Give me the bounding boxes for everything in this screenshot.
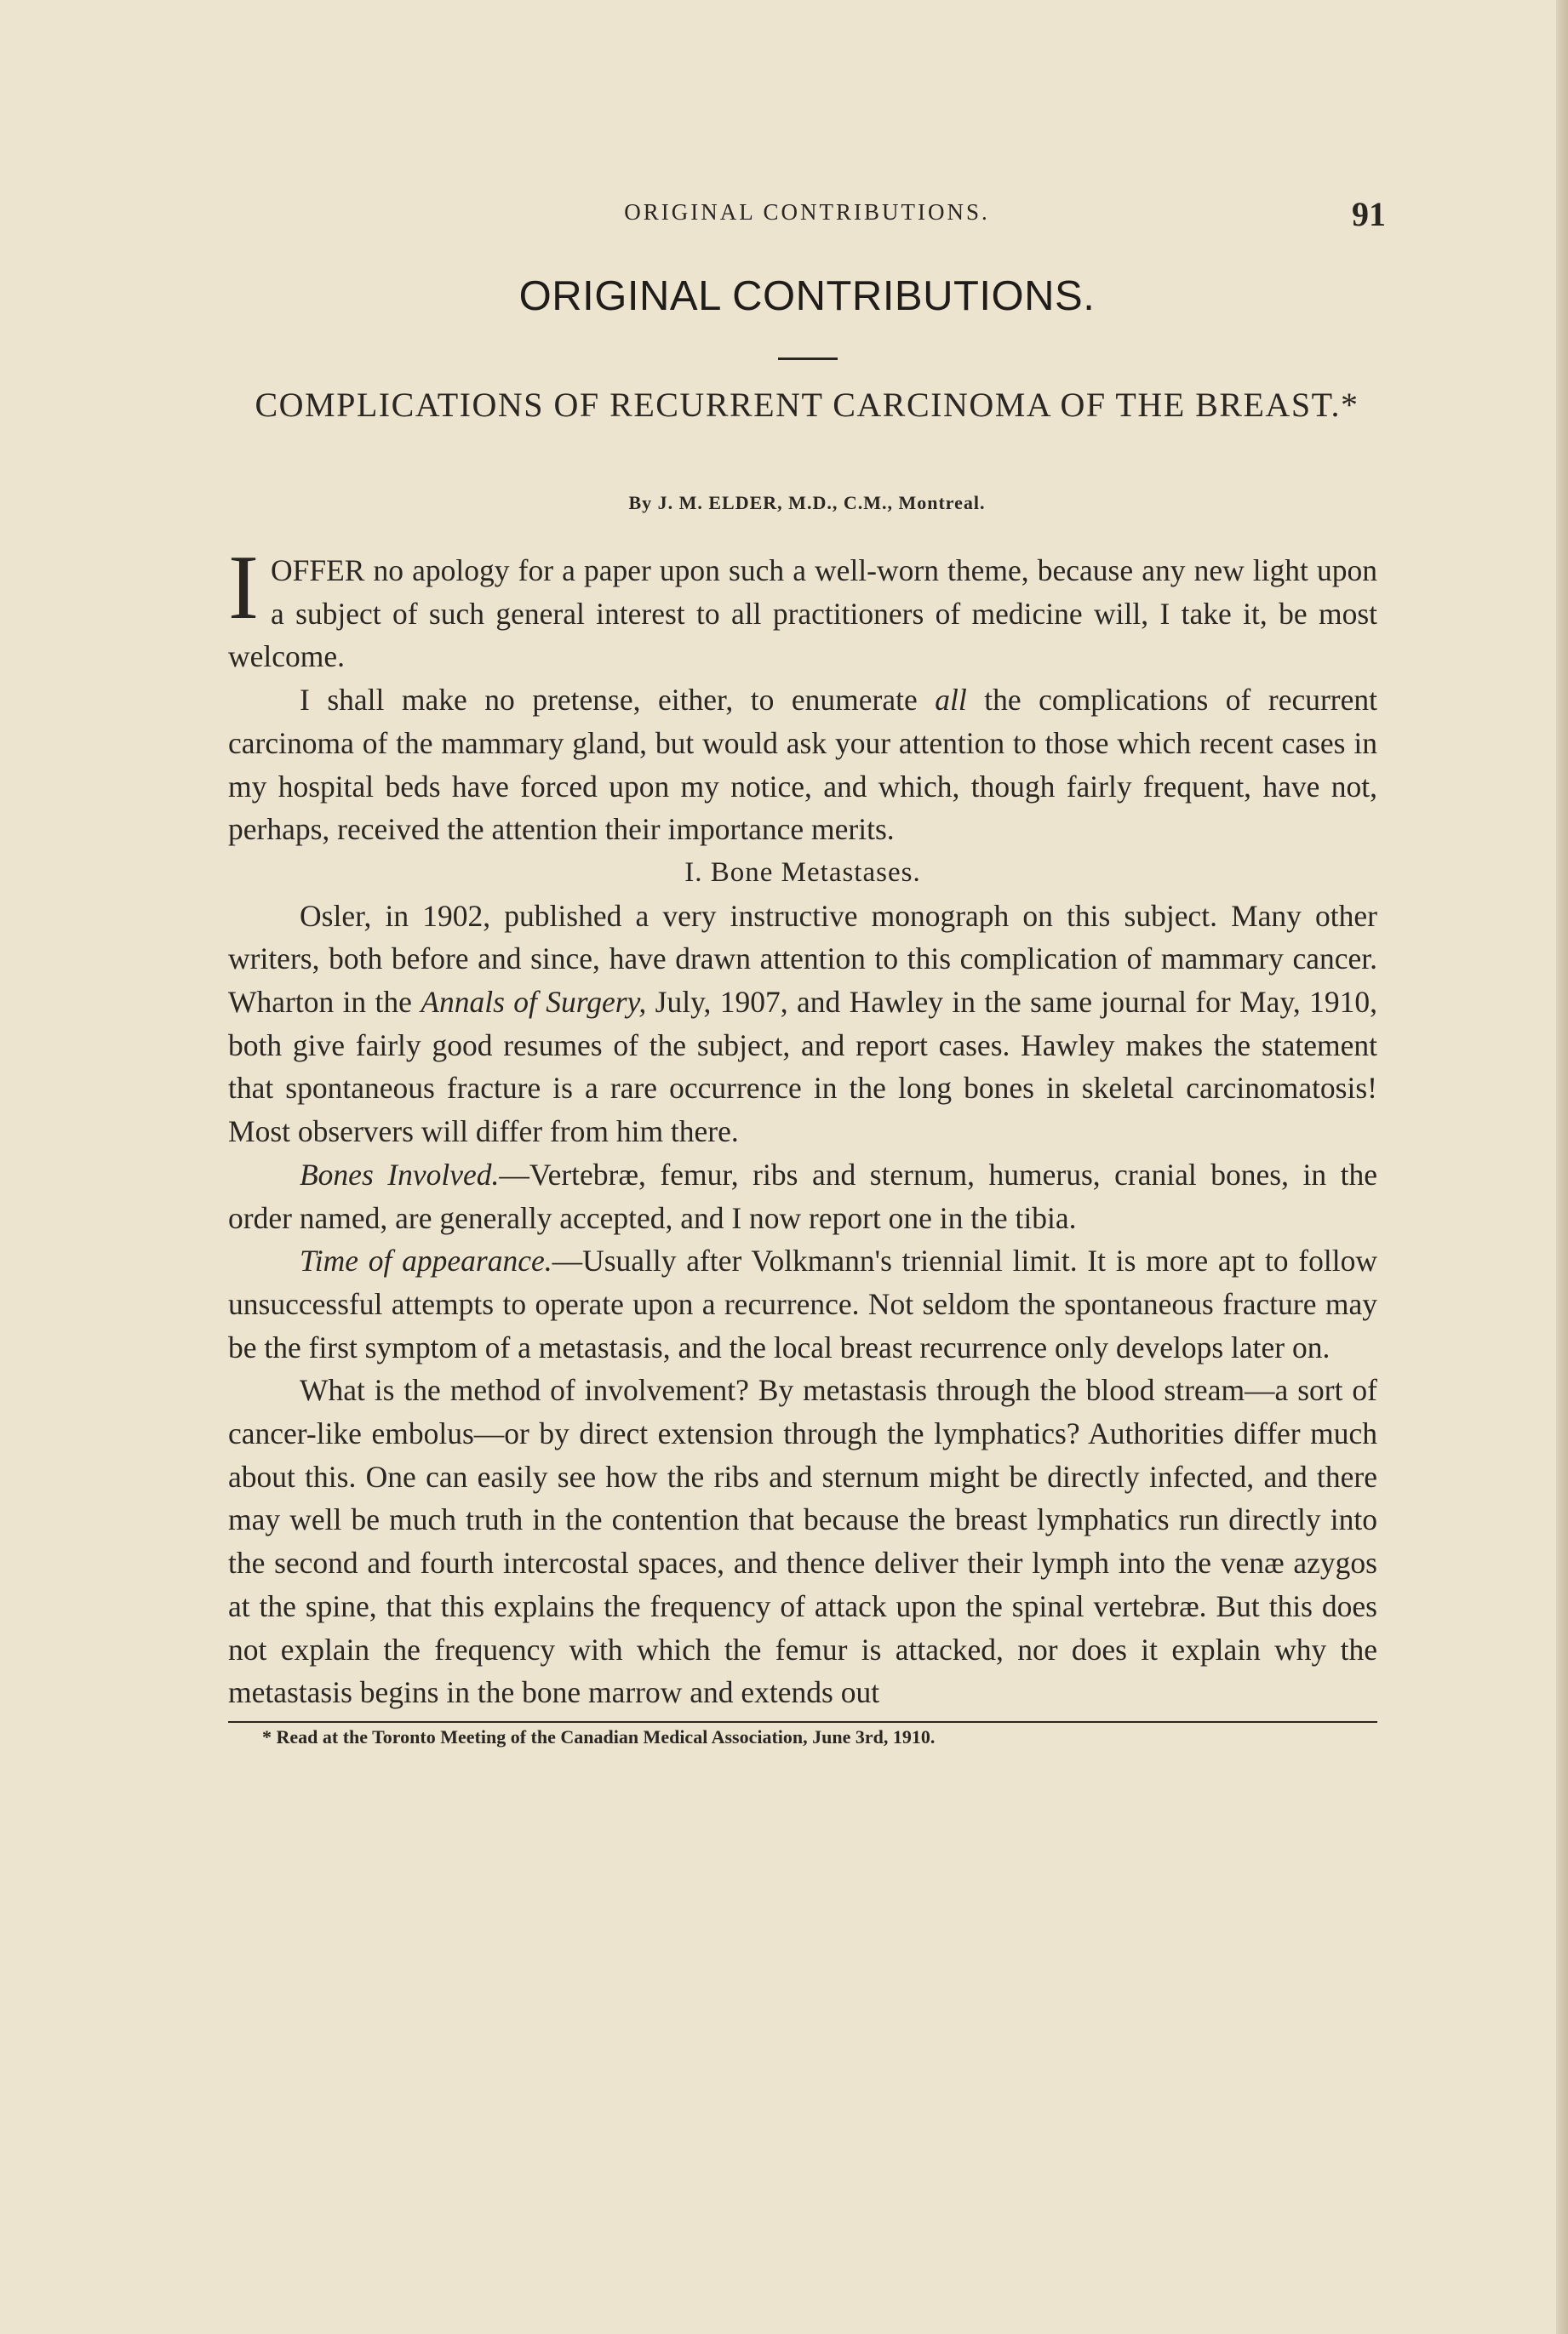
title-rule <box>778 358 838 360</box>
paragraph-3 <box>228 895 1377 1153</box>
running-head-title: ORIGINAL CONTRIBUTIONS. <box>624 199 990 225</box>
running-head <box>228 194 1386 237</box>
paragraph-5 <box>228 1239 1377 1369</box>
paragraph-4-emphasis: Bones Involved. <box>300 1157 500 1192</box>
paragraph-5-text: —Usually after Volkmann's triennial limit. It is more apt to follow unsuccessful attempts to operate upon a recurrence. Not seldom the spontaneous fracture may be the first symptom of a metastasis, and the local breast recurrence only develops later on. <box>228 1244 1377 1364</box>
paragraph-2 <box>228 678 1377 851</box>
paragraph-4-text: —Vertebræ, femur, ribs and sternum, humerus, cranial bones, in the order named, are generally accepted, and I now report one in the tibia. <box>228 1157 1377 1235</box>
paragraph-3-text-b: July, 1907, and Hawley in the same journal for May, 1910, both give fairly good resumes of the subject, and report cases. Hawley makes the statement that spontaneous fracture is a rare occurrence in the long bones in skeletal carcinomatosis! Most observers will differ from him there. <box>228 985 1378 1149</box>
drop-cap: I <box>228 537 259 638</box>
page-edge <box>1556 0 1568 2334</box>
subhead-bone-metastases: I. Bone Metastases. <box>684 856 921 888</box>
footnote: * Read at the Toronto Meeting of the Canadian Medical Association, June 3rd, 1910. <box>262 1725 936 1748</box>
article-title: COMPLICATIONS OF RECURRENT CARCINOMA OF THE BREAST.* <box>255 386 1359 424</box>
paragraph-1-text: OFFER no apology for a paper upon such a well-worn theme, because any new light upon a subject of such general interest to all practitioners of medicine will, I take it, be most welcome. <box>228 553 1377 674</box>
paragraph-4 <box>228 1153 1377 1239</box>
paragraph-3-text-a: Osler, in 1902, published a very instructive monograph on this subject. Many other writers, both before and since, have drawn attention to this complication of mammary cancer. Wharton in the <box>228 898 1377 1020</box>
paragraph-3-emphasis: Annals of Surgery, <box>421 985 647 1020</box>
paragraph-5-emphasis: Time of appearance. <box>300 1244 552 1279</box>
paragraph-2-emphasis: all <box>935 683 967 718</box>
paragraph-1 <box>228 537 1377 678</box>
paragraph-6 <box>228 1369 1377 1714</box>
article-body <box>228 537 1378 1752</box>
byline: By J. M. ELDER, M.D., C.M., Montreal. <box>628 492 986 513</box>
paragraph-2-text-b: the complications of recurrent carcinoma of the mammary gland, but would ask your attention to those which recent cases in my hospital beds have forced upon my notice, and which, though fairly frequent, have not, perhaps, received the attention their importance merits. <box>228 683 1377 847</box>
paragraph-2-text-a: I shall make no pretense, either, to enumerate <box>300 683 936 718</box>
paragraph-6-text: What is the method of involvement? By metastasis through the blood stream—a sort of cancer-like embolus—or by direct extension through the lymphatics? Authorities differ much about this. One can easily see how the ribs and sternum might be directly infected, and there may well be much truth in the contention that because the breast lymphatics run directly into the second and fourth intercostal spaces, and thence deliver their lymph into the venæ azygos at the spine, that this explains the frequency of attack upon the spinal vertebræ. But this does not explain the frequency with which the femur is attacked, nor does it explain why the metastasis begins in the bone marrow and extends out <box>228 1373 1377 1710</box>
page-number: 91 <box>1352 195 1386 233</box>
section-title: ORIGINAL CONTRIBUTIONS. <box>518 273 1096 319</box>
